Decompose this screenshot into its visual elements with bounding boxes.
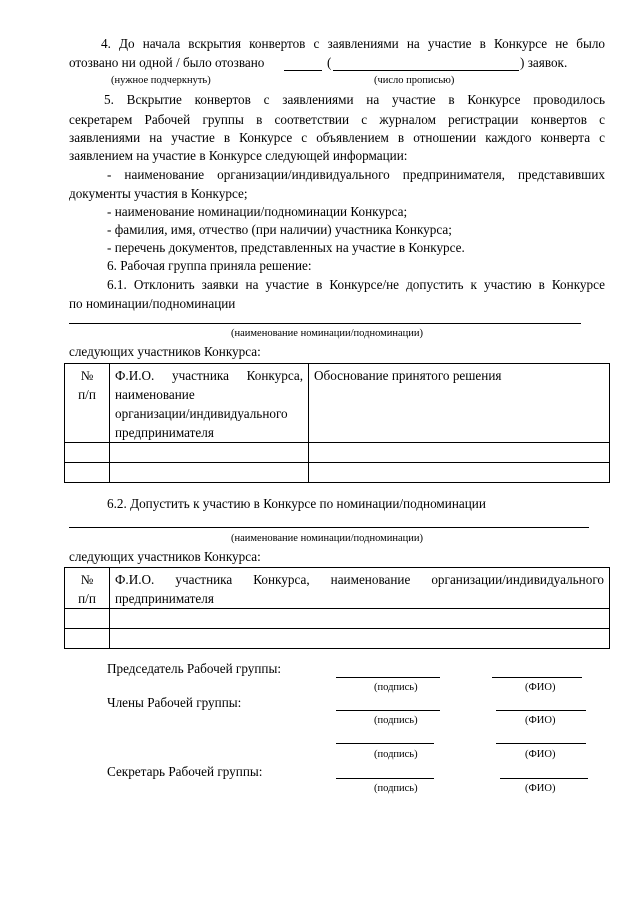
header-reason: Обоснование принятого решения [314, 368, 502, 383]
chair-sign-line [336, 677, 440, 678]
table-row [65, 609, 610, 629]
table-cell[interactable] [110, 629, 610, 649]
header-name-l2: наименование [115, 387, 195, 402]
members-label: Члены Рабочей группы: [107, 695, 242, 710]
member1-fio-hint: (ФИО) [525, 715, 556, 726]
p5-line2: секретарем Рабочей группы в соответствии с журналом регистрации конвертов с [69, 112, 605, 127]
header-num: № [80, 368, 94, 383]
header-num-pp: п/п [78, 591, 96, 606]
table-cell[interactable] [65, 609, 110, 629]
p5-bullet1-line2: документы участия в Конкурсе; [69, 186, 248, 201]
table-cell[interactable] [110, 443, 309, 463]
chair-fio-line [492, 677, 582, 678]
table-cell[interactable] [110, 609, 610, 629]
header-name-l1: Ф.И.О. участника Конкурса, наименование организации/индивидуального [115, 572, 604, 587]
member1-sign-line [336, 710, 440, 711]
p4-line2-end: ) заявок. [520, 55, 568, 70]
header-name-l4: предпринимателя [115, 425, 214, 440]
p6-heading: 6. Рабочая группа приняла решение: [107, 258, 312, 273]
s62-line: 6.2. Допустить к участию в Конкурсе по номинации/подноминации [107, 496, 486, 511]
table-cell[interactable] [309, 443, 610, 463]
p5-bullet3: - фамилия, имя, отчество (при наличии) участника Конкурса; [107, 222, 452, 237]
nomination-hint-1: (наименование номинации/подноминации) [231, 328, 424, 339]
p5-bullet2: - наименование номинации/подноминации Конкурса; [107, 204, 408, 219]
table-cell[interactable] [65, 443, 110, 463]
member1-fio-line [496, 710, 586, 711]
nomination-hint-2: (наименование номинации/подноминации) [231, 533, 424, 544]
table-row [65, 443, 610, 463]
p4-line1: 4. До начала вскрытия конвертов с заявлениями на участие в Конкурсе не было [101, 36, 605, 51]
member2-fio-line [496, 743, 586, 744]
p4-open-paren: ( [327, 55, 332, 70]
member2-sign-line [336, 743, 434, 744]
member2-sign-hint: (подпись) [374, 749, 418, 760]
header-num-pp: п/п [78, 387, 96, 402]
secretary-fio-hint: (ФИО) [525, 783, 556, 794]
p5-line3: заявлениями на участие в Конкурсе с объявлением в отношении каждого конверта с [69, 130, 605, 145]
secretary-label: Секретарь Рабочей группы: [107, 764, 263, 779]
secretary-sign-hint: (подпись) [374, 783, 418, 794]
s61-line2: по номинации/подноминации [69, 296, 236, 311]
p5-line1: 5. Вскрытие конвертов с заявлениями на участие в Конкурсе проводилось [104, 92, 605, 107]
header-num: № [80, 572, 94, 587]
following-participants-1: следующих участников Конкурса: [69, 344, 261, 359]
hint-underline: (нужное подчеркнуть) [111, 75, 211, 86]
table-row [65, 463, 610, 483]
table-cell[interactable] [309, 463, 610, 483]
nomination-blank-1 [69, 323, 581, 324]
table-cell[interactable] [65, 629, 110, 649]
count-words-blank [333, 70, 519, 71]
header-name-cell [110, 364, 309, 443]
secretary-fio-line [500, 778, 588, 779]
table-cell[interactable] [65, 463, 110, 483]
rejected-participants-table [64, 363, 610, 483]
p5-line4: заявлением на участие в Конкурсе следующей информации: [69, 148, 408, 163]
member1-sign-hint: (подпись) [374, 715, 418, 726]
header-name-l3: организации/индивидуального [115, 406, 288, 421]
s61-line1: 6.1. Отклонить заявки на участие в Конкурсе/не допустить к участию в Конкурсе [107, 277, 605, 292]
header-name-cell [110, 568, 610, 609]
table-row [65, 629, 610, 649]
chair-fio-hint: (ФИО) [525, 682, 556, 693]
admitted-participants-table [64, 567, 610, 649]
header-name-l2: предпринимателя [115, 591, 214, 606]
p4-line2-text: отозвано ни одной / было отозвано [69, 55, 265, 70]
table-cell[interactable] [110, 463, 309, 483]
p5-bullet4: - перечень документов, представленных на участие в Конкурсе. [107, 240, 465, 255]
member2-fio-hint: (ФИО) [525, 749, 556, 760]
header-num-cell [65, 568, 110, 609]
secretary-sign-line [336, 778, 434, 779]
chair-sign-hint: (подпись) [374, 682, 418, 693]
chair-label: Председатель Рабочей группы: [107, 661, 281, 676]
p5-bullet1-line1: - наименование организации/индивидуального предпринимателя, представивших [107, 167, 605, 182]
nomination-blank-2 [69, 527, 589, 528]
count-blank [284, 70, 322, 71]
table-header-row [65, 568, 610, 609]
following-participants-2: следующих участников Конкурса: [69, 549, 261, 564]
table-header-row [65, 364, 610, 443]
header-num-cell [65, 364, 110, 443]
header-name-l1: Ф.И.О. участника Конкурса, [115, 368, 303, 383]
hint-number-words: (число прописью) [374, 75, 455, 86]
header-reason-cell [309, 364, 610, 443]
